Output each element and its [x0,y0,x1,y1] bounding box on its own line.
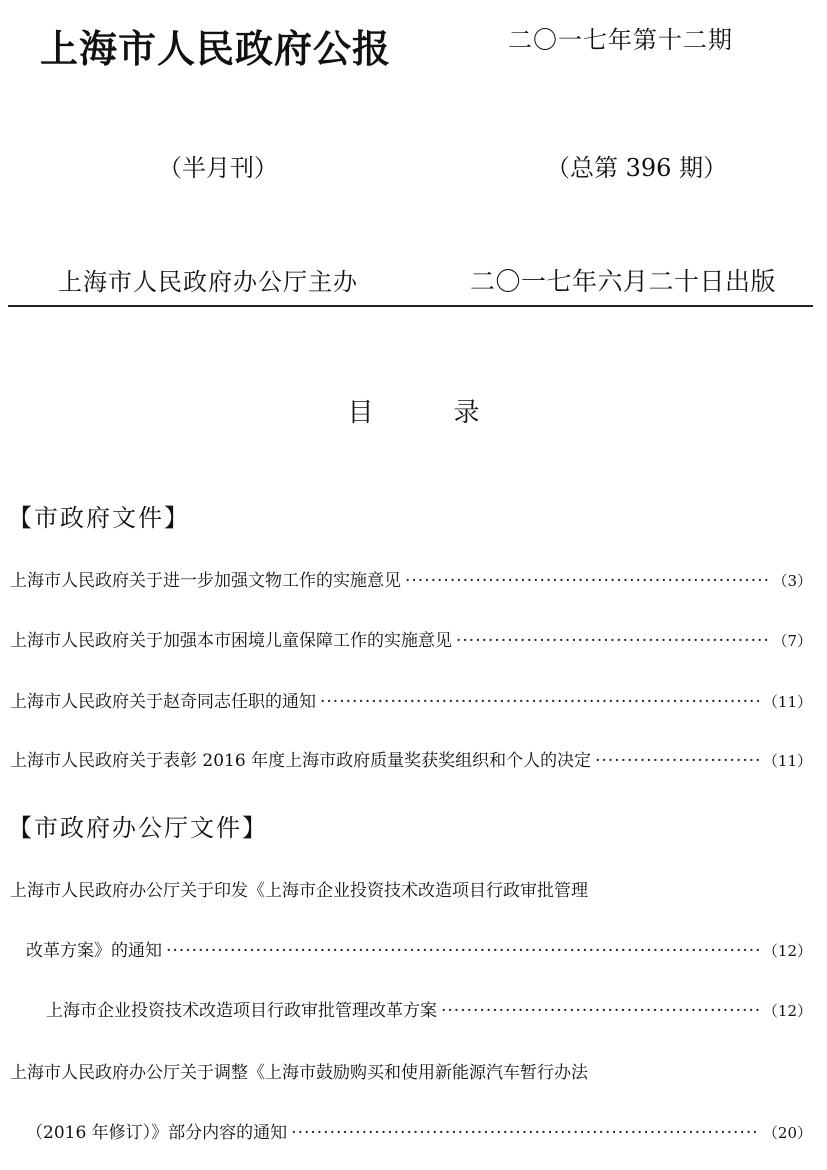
toc-entry-title: 上海市人民政府关于加强本市困境儿童保障工作的实施意见 [10,631,452,651]
leader-dots [166,941,759,961]
toc-entry-page: （12） [762,942,812,960]
publication-date: 二〇一七年六月二十日出版 [470,267,777,296]
section-title: 【市政府办公厅文件】 [8,814,268,842]
leader-dots [405,571,768,591]
total-issue-number: （总第 396 期） [546,154,728,182]
header-divider [8,305,813,307]
toc-entry-title: （2016 年修订）》部分内容的通知 [26,1123,288,1143]
leader-dots [456,631,768,651]
leader-dots [595,751,759,771]
publication-frequency: （半月刊） [158,154,278,182]
toc-entry-title: 上海市人民政府关于赵奇同志任职的通知 [10,692,316,712]
toc-entry-title-line1[interactable]: 上海市人民政府办公厅关于印发《上海市企业投资技术改造项目行政审批管理 [10,881,588,901]
leader-dots [320,692,759,712]
toc-entry[interactable] [26,936,812,960]
issue-number: 二〇一七年第十二期 [508,26,733,54]
toc-entry[interactable] [10,746,812,770]
toc-entry[interactable] [26,1118,812,1142]
toc-entry-title-line1[interactable]: 上海市人民政府办公厅关于调整《上海市鼓励购买和使用新能源汽车暂行办法 [10,1063,588,1083]
toc-entry[interactable] [46,996,812,1020]
leader-dots [291,1123,759,1143]
toc-entry-page: （20） [762,1124,812,1142]
toc-entry-title: 上海市人民政府关于进一步加强文物工作的实施意见 [10,571,401,591]
toc-entry-title: 改革方案》的通知 [26,941,162,961]
publisher: 上海市人民政府办公厅主办 [58,268,358,296]
toc-entry-page: （11） [762,752,812,770]
section-title: 【市政府文件】 [8,504,190,532]
toc-entry-page: （7） [772,632,812,650]
toc-entry-page: （11） [762,693,812,711]
toc-heading-right: 录 [453,398,480,428]
toc-entry-page: （3） [772,572,812,590]
toc-entry-title: 上海市人民政府关于表彰 2016 年度上海市政府质量奖获奖组织和个人的决定 [10,751,592,771]
gazette-title: 上海市人民政府公报 [40,26,392,71]
toc-entry[interactable] [10,566,812,590]
toc-entry[interactable] [10,687,812,711]
toc-heading-left: 目 [347,398,374,428]
toc-entry[interactable] [10,626,812,650]
toc-entry-page: （12） [762,1002,812,1020]
leader-dots [441,1001,759,1021]
toc-entry-title: 上海市企业投资技术改造项目行政审批管理改革方案 [46,1001,437,1021]
toc-heading [0,392,827,429]
